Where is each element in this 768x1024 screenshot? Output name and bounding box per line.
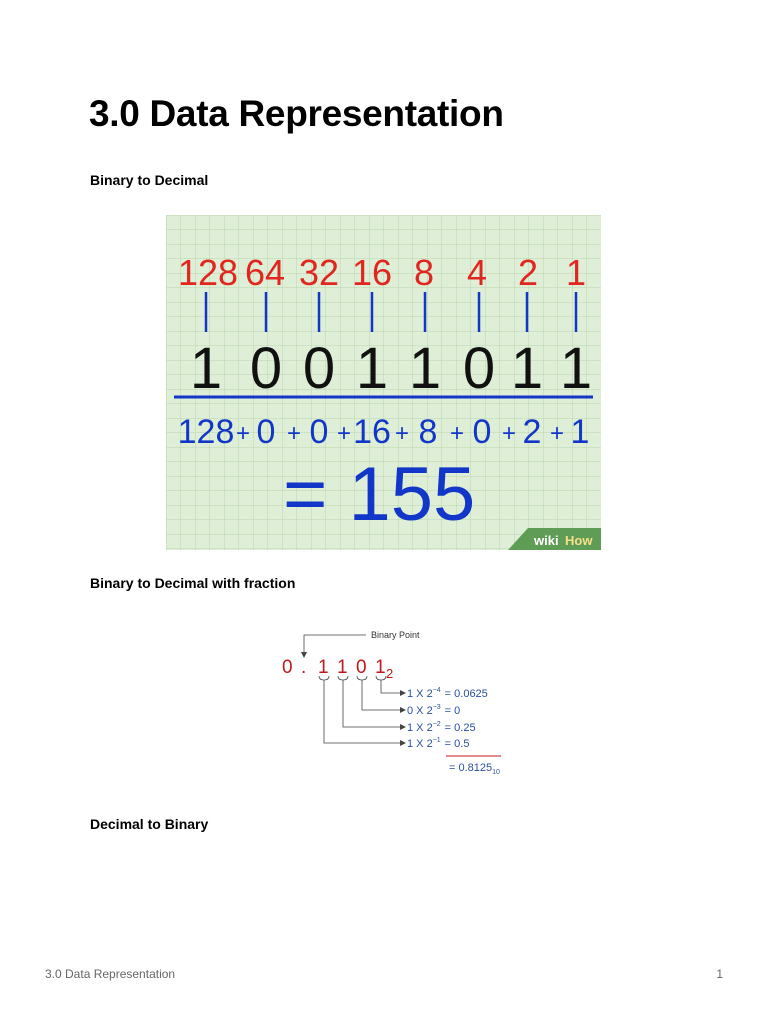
place-value-128: 128 [177,252,239,293]
sum-plus: + [286,420,302,447]
sum-term-8: 8 [418,413,438,451]
place-value-8: 8 [413,252,435,293]
wikihow-logo-wiki: wiki [534,533,559,548]
place-value-2: 2 [517,252,539,293]
result-value: = 155 [283,452,476,537]
sum-term-128: 128 [177,413,235,451]
binary-point-label: Binary Point [371,630,420,640]
sum-term-0: 0 [256,413,276,451]
term-leaders [324,680,402,743]
digit-0: 0 [282,657,293,678]
bit-7: 1 [189,336,223,401]
heading-binary-to-decimal-fraction: Binary to Decimal with fraction [90,575,296,591]
page-title: 3.0 Data Representation [89,93,504,134]
digit-1: 1 [337,657,348,678]
wikihow-logo-how: How [565,533,593,548]
sum-plus: + [501,420,517,447]
binary-to-decimal-figure [166,215,601,550]
term-2-neg3: 0 X $2^{-3} = 0$ [407,704,461,717]
sum-plus: + [449,420,465,447]
digit-0: 0 [356,657,367,678]
term-2-neg2: 1 X $2^{-2} = 0.25$ [407,721,476,734]
term-2-neg1: 1 X $2^{-1} = 0.5$ [407,737,470,750]
place-value-32: 32 [298,252,340,293]
sum-plus: + [336,420,352,447]
bit-5: 0 [302,336,336,401]
sum-term-0: 0 [472,413,492,451]
place-value-4: 4 [466,252,488,293]
digit-braces [319,676,386,680]
footer-title: 3.0 Data Representation [45,967,176,981]
bit-4: 1 [355,336,389,401]
bit-0: 1 [559,336,593,401]
sum-term-2: 2 [522,413,542,451]
place-value-1: 1 [565,252,587,293]
sum-plus: + [235,420,251,447]
term-2-neg4: 1 X $2^{-4} = 0.0625$ [407,687,488,700]
place-value-16: 16 [351,252,393,293]
place-value-64: 64 [244,252,286,293]
binary-point: . [301,657,307,678]
bit-1: 1 [510,336,544,401]
binary-fraction-figure [276,623,520,781]
binary-point-leader [304,635,366,655]
sum-term-16: 16 [353,413,391,451]
bit-3: 1 [408,336,442,401]
page-number: 1 [716,967,723,981]
sum-plus: + [549,420,565,447]
heading-binary-to-decimal: Binary to Decimal [90,172,209,188]
digit-1: 1 [375,657,386,678]
bit-6: 0 [249,336,283,401]
sum-term-0: 0 [309,413,329,451]
heading-decimal-to-binary: Decimal to Binary [90,816,209,832]
sum-plus: + [394,420,410,447]
total-value: = $0.8125_{10}$ [449,762,500,776]
sum-term-1: 1 [570,413,590,451]
base-subscript: 2 [386,666,394,681]
digit-1: 1 [318,657,329,678]
bit-2: 0 [462,336,496,401]
